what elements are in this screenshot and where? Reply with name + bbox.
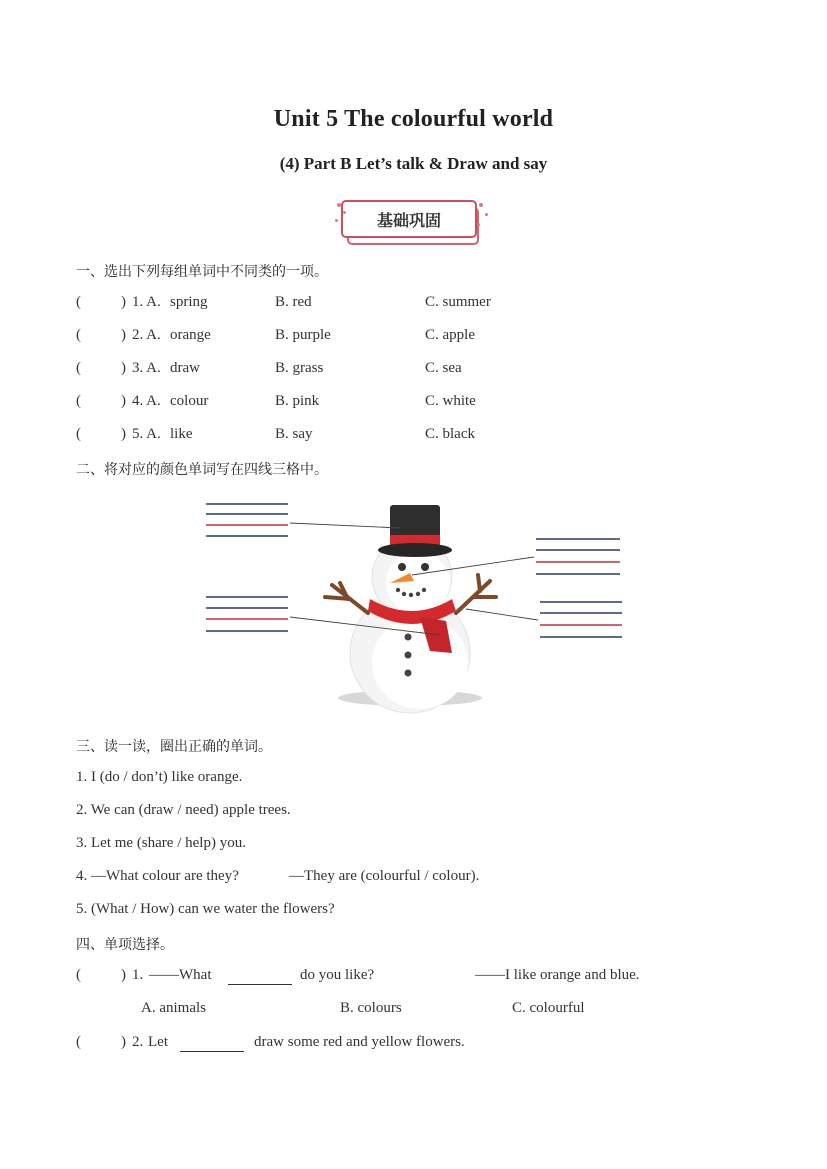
q2-pre: Let xyxy=(148,1034,168,1050)
s3-line-3: 3. Let me (share / help) you. xyxy=(76,835,246,851)
s1-q2-option-a[interactable]: orange xyxy=(170,327,211,343)
s1-q2-number: 2. A. xyxy=(132,327,161,343)
section4-heading: 四、单项选择。 xyxy=(76,937,174,953)
s1-q1-option-c[interactable]: C. summer xyxy=(425,294,491,310)
badge-label: 基础巩固 xyxy=(341,200,477,238)
s3-line-5: 5. (What / How) can we water the flowers? xyxy=(76,901,335,917)
s1-q5-close-paren: ) xyxy=(121,426,126,442)
s1-q3-open-paren[interactable]: ( xyxy=(76,360,81,376)
section3-heading: 三、读一读，圈出正确的单词。 xyxy=(76,739,272,755)
s3-line-2: 2. We can (draw / need) apple trees. xyxy=(76,802,291,818)
q1-blank[interactable] xyxy=(228,970,292,985)
q1-option-b[interactable]: B. colours xyxy=(340,1000,402,1016)
s1-q5-open-paren[interactable]: ( xyxy=(76,426,81,442)
s1-q2-open-paren[interactable]: ( xyxy=(76,327,81,343)
q1-open-paren[interactable]: ( xyxy=(76,967,81,983)
s3-line-4: 4. —What colour are they? xyxy=(76,868,239,884)
s1-q3-option-b[interactable]: B. grass xyxy=(275,360,324,376)
s1-q3-option-a[interactable]: draw xyxy=(170,360,200,376)
q1-close-paren: ) xyxy=(121,967,126,983)
s3-line-4-answer: —They are (colourful / colour). xyxy=(289,868,480,884)
s1-q1-option-b[interactable]: B. red xyxy=(275,294,312,310)
section1-heading: 一、选出下列每组单词中不同类的一项。 xyxy=(76,264,328,280)
writing-grid-top-left[interactable] xyxy=(206,504,288,536)
q2-post: draw some red and yellow flowers. xyxy=(254,1034,465,1050)
page-subtitle: (4) Part B Let’s talk & Draw and say xyxy=(279,154,548,173)
writing-grid-top-right[interactable] xyxy=(536,539,620,574)
s1-q3-option-c[interactable]: C. sea xyxy=(425,360,462,376)
s1-q4-number: 4. A. xyxy=(132,393,161,409)
s1-q5-option-a[interactable]: like xyxy=(170,426,193,442)
snowman-illustration xyxy=(190,495,640,715)
writing-grid-bottom-right[interactable] xyxy=(540,602,622,637)
q1-option-a[interactable]: A. animals xyxy=(141,1000,206,1016)
s1-q1-open-paren[interactable]: ( xyxy=(76,294,81,310)
s1-q4-open-paren[interactable]: ( xyxy=(76,393,81,409)
q1-number: 1. xyxy=(132,967,144,983)
q1-reply: ——I like orange and blue. xyxy=(475,967,640,983)
q2-open-paren[interactable]: ( xyxy=(76,1034,81,1050)
s1-q5-option-c[interactable]: C. black xyxy=(425,426,475,442)
s1-q2-option-c[interactable]: C. apple xyxy=(425,327,475,343)
writing-grid-mid-left[interactable] xyxy=(206,597,288,631)
s1-q2-close-paren: ) xyxy=(121,327,126,343)
s1-q3-number: 3. A. xyxy=(132,360,161,376)
q1-post: do you like? xyxy=(300,967,375,983)
s3-line-1: 1. I (do / don’t) like orange. xyxy=(76,769,243,785)
s1-q4-option-b[interactable]: B. pink xyxy=(275,393,320,409)
section-badge xyxy=(339,197,483,245)
section2-heading: 二、将对应的颜色单词写在四线三格中。 xyxy=(76,462,328,478)
s1-q3-close-paren: ) xyxy=(121,360,126,376)
q2-close-paren: ) xyxy=(121,1034,126,1050)
s1-q1-close-paren: ) xyxy=(121,294,126,310)
s1-q5-number: 5. A. xyxy=(132,426,161,442)
s1-q4-option-c[interactable]: C. white xyxy=(425,393,476,409)
s1-q1-number: 1. A. xyxy=(132,294,161,310)
q1-pre: ——What xyxy=(149,967,212,983)
s1-q2-option-b[interactable]: B. purple xyxy=(275,327,331,343)
q2-number: 2. xyxy=(132,1034,144,1050)
s1-q4-close-paren: ) xyxy=(121,393,126,409)
s1-q1-option-a[interactable]: spring xyxy=(170,294,208,310)
s1-q5-option-b[interactable]: B. say xyxy=(275,426,313,442)
page-title: Unit 5 The colourful world xyxy=(273,106,554,132)
q2-blank[interactable] xyxy=(180,1037,244,1052)
s1-q4-option-a[interactable]: colour xyxy=(170,393,209,409)
q1-option-c[interactable]: C. colourful xyxy=(512,1000,585,1016)
